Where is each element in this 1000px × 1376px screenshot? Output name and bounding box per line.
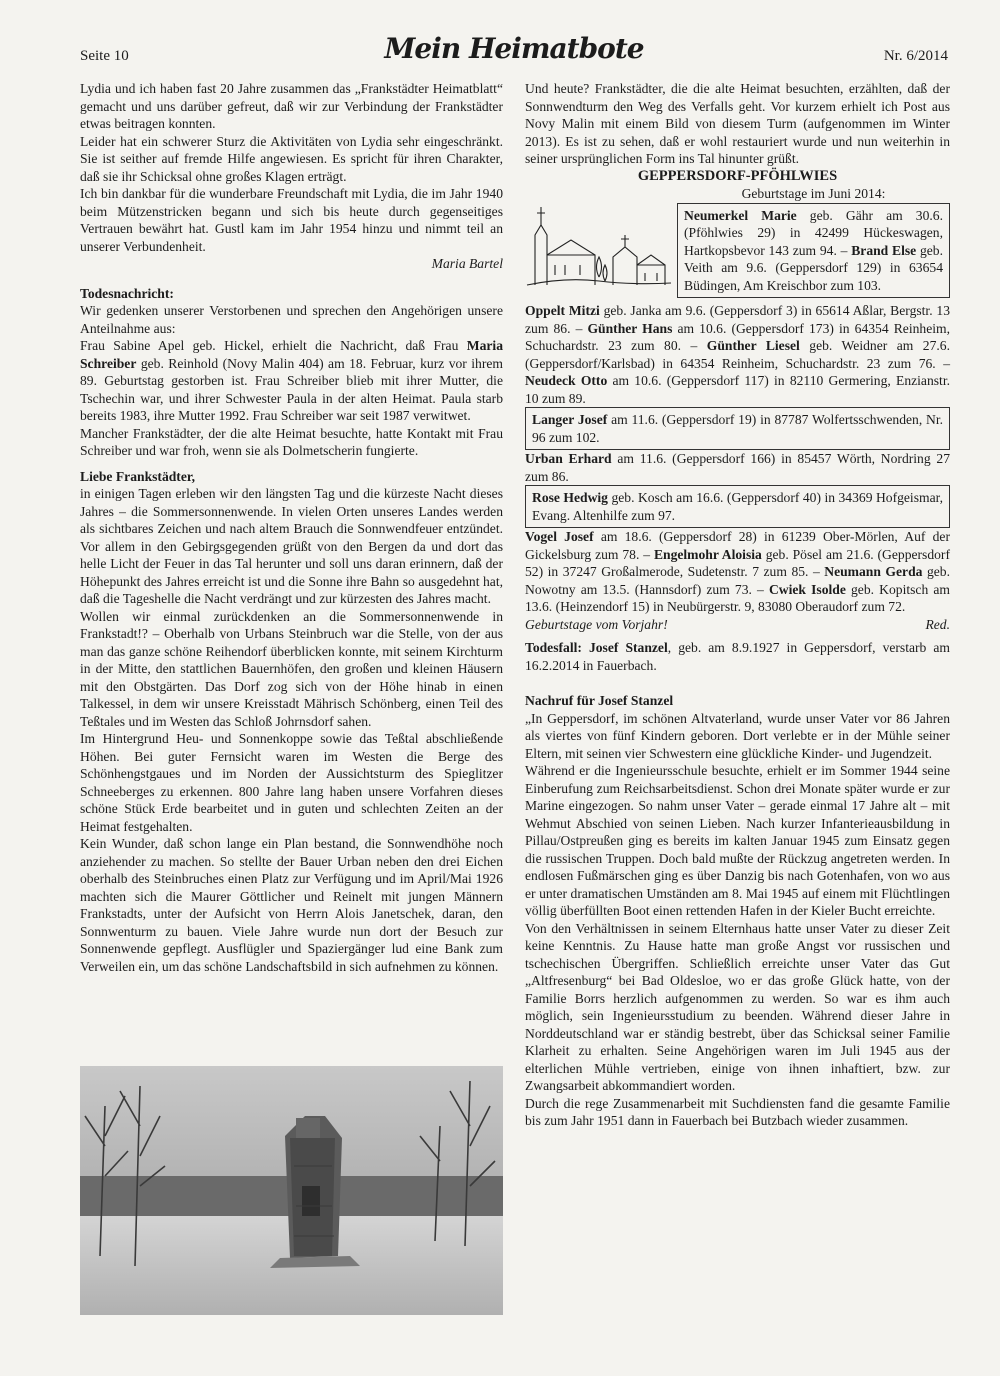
letter-paragraph: in einigen Tagen erleben wir den längsten Tag und die kürzeste Nacht dieses Jahres – die Sommersonnenwende. In vielen Orten unseres Landes werden als sichtbares Zeichen und nach altem Brauch die Sonnwendfeuer entzündet. Vor allem in den Gebirgsgegenden grüßt von den Bergen da und dort das helle Licht der Feuer in das Tal herunter und soll uns daran erinnern, daß der Höhepunkt des Jahres erreicht ist und die Sonne ihre Bahn so ausgedehnt hat, daß die Tageshelle die Nacht verdrängt und zur kürzesten des Jahres macht. (80, 486, 503, 606)
editor-mark: Red. (925, 616, 950, 632)
death-notice: Todesfall: Josef Stanzel, geb. am 8.9.1927 in Geppersdorf, verstarb am 16.2.2014 in Fauerbach. (525, 640, 951, 673)
death-notice-intro: Wir gedenken unserer Verstorbenen und sprechen den Angehörigen unsere Anteilnahme aus: (80, 303, 503, 336)
obituary-title: Nachruf für Josef Stanzel (525, 693, 674, 708)
obituary-paragraph: Durch die rege Zusammenarbeit mit Suchdiensten fand die gesamte Familie bis zum Jahr 1951 dann in Fauerbach bei Butzbach wieder zusammen. (525, 1095, 950, 1128)
issue-number: Nr. 6/2014 (883, 48, 948, 64)
tower-photo (80, 1066, 503, 1315)
death-notice-title: Todesnachricht: (80, 285, 174, 301)
birthday-entry: Vogel Josef am 18.6. (Geppersdorf 28) in 61239 Ober-Mörlen, Auf der Gickelsburg zum 78. – Engelmohr Aloisia geb. Pösel am 21.6. (Geppersdorf 52) in 37247 Großalmerode, Sudetenstr. 7 zum 85. – Neumann Gerda geb. Nowotny am 13.5. (Hannsdorf) zum 73. – Cwiek Isolde geb. Kopitsch am 13.6. (Heinzendorf 15) in Neubürgerstr. 9, 83080 Oberaudorf zum 72. (525, 529, 950, 614)
signature: Maria Bartel (431, 256, 503, 271)
death-notice-text: Mancher Frankstädter, der die alte Heimat besuchte, hatte Kontakt mit Frau Schreiber und war froh, wenn sie als Dolmetscherin fungierte. (80, 425, 503, 458)
birthdays-title: Geburtstage im Juni 2014: (741, 186, 886, 201)
birthday-header-row (525, 185, 950, 298)
section-title: GEPPERSDORF-PFÖHLWIES (637, 167, 838, 184)
left-column (80, 80, 503, 975)
letter-paragraph: Wollen wir einmal zurückdenken an die Sommersonnenwende in Frankstadt!? – Oberhalb von Urbans Steinbruch war die Stelle, von der aus man das ganze schöne Reihendorf überblicken konnte, mit seinem Kirchturm in der Mitte, den stattlichen Bauernhöfen, den großen und kleinen Häusern mit den Obstgärten. Das Dorf zog sich von der Höhe hinab in einen Talkessel, in dem wir unsere Kreisstadt Mährisch Schönberg, einen Teil des Teßtales und im Westen das Schloß Johrnsdorf sahen. (80, 608, 503, 729)
death-notice-text: Frau Sabine Apel geb. Hickel, erhielt die Nachricht, daß Frau Maria Schreiber geb. Reinhold (Novy Malin 404) am 18. Februar, kurz vor ihrem 89. Geburtstag gestorben ist. Frau Schreiber blieb mit ihrer Mutter, die Tschechin war, und ihrer Schwester Paula in der alten Heimat. Paula starb bereits 1983, ihre Mutter 1992. Frau Schreiber war seit 1987 verwitwet. (80, 338, 503, 423)
page-header (80, 32, 948, 76)
birthday-entry: Urban Erhard am 11.6. (Geppersdorf 166) in 85457 Wörth, Nordring 27 zum 86. (525, 451, 950, 484)
obituary-paragraph: „In Geppersdorf, im schönen Altvaterland, wurde unser Vater vor 86 Jahren als viertes von fünf Kindern geboren. Dort verlebte er in der Mühle seiner Eltern, mit seinen vier Schwestern eine glückliche Kinder- und Jugendzeit. (525, 710, 950, 761)
birthday-entry: Rose Hedwig geb. Kosch am 16.6. (Geppersdorf 40) in 34369 Hofgeismar, Evang. Altenhilfe zum 97. (525, 485, 950, 528)
letter-paragraph: Im Hintergrund Heu- und Sonnenkoppe sowie das Teßtal abschließende Höhen. Bei guter Fernsicht waren im Westen die Berge des Schönhengstgaues und im Norden der Aussichtsturm des Spieglitzer Schneeberges zu erkennen. 800 Jahre lang haben unsere Vorfahren dieses schöne Stück Erde bearbeitet und in guten und schlechten Zeiten an der Heimat festgehalten. (80, 731, 503, 834)
previous-year-note: Geburtstage vom Vorjahr! Red. (525, 616, 950, 632)
right-column (525, 80, 950, 1130)
church-illustration-icon (525, 185, 673, 293)
deceased-name: Maria Schreiber (80, 338, 503, 371)
intro-paragraph: Ich bin dankbar für die wunderbare Freundschaft mit Lydia, die im Jahr 1940 beim Mützenstricken begann und sich bis heute durch gegenseitiges Vertrauen bewährt hat. Gustl kam im Jahr 1954 hinzu und nimmt teil an unserer Verbundenheit. (80, 186, 503, 254)
obituary-paragraph: Während er die Ingenieursschule besuchte, erhielt er im Sommer 1944 seine Einberufung zum Reichsarbeitsdienst. Schon drei Monate später wurde er zur Marine eingezogen. So nahm unser Vater – gerade einmal 17 Jahre alt – mit Wehmut Abschied von seinen Lieben. Nach kurzer Infanterieausbildung in Pillau/Ostpreußen ging es bereits im kalten Januar 1945 zum Einsatz gegen die russischen Truppen. Doch bald mußte der Rückzug angetreten werden. In endlosen Fußmärschen ging es über Danzig bis nach Gotenhafen, von wo aus er unter dramatischen Umständen am 8. Mai 1945 auf einem mit Flüchtlingen völlig überfüllten Boot einen rettenden Hafen in der Kieler Bucht erreichte. (525, 763, 950, 918)
birthday-entry: Oppelt Mitzi geb. Janka am 9.6. (Geppersdorf 3) in 65614 Aßlar, Bergstr. 13 zum 86. – Günther Hans am 10.6. (Geppersdorf 173) in 64354 Reinheim, Schuchardstr. 23 zum 80. – Günther Liesel geb. Weidner am 27.6. (Geppersdorf/Karlsbad) in 64354 Reinheim, Schuchardstr. 23 zum 76. – Neudeck Otto am 10.6. (Geppersdorf 117) in 82110 Germering, Enzianstr. 10 zum 89. (525, 303, 951, 406)
page-number: Seite 10 (80, 48, 129, 64)
masthead-logo: Mein Heimatbote (384, 32, 644, 65)
intro-paragraph: Und heute? Frankstädter, die die alte Heimat besuchten, erzählten, daß der Sonnwendturm den Weg des Verfalls geht. Vor kurzem erhielt ich Post aus Novy Malin mit einem Bild von diesem Turm (aufgenommen im Winter 2013). Es ist zu sehen, daß er wohl restauriert wurde und nun weiterhin in seiner ursprünglichen Form ins Tal hinunter grüßt. (525, 81, 950, 166)
letter-title: Liebe Frankstädter, (80, 468, 196, 484)
intro-paragraph: Lydia und ich haben fast 20 Jahre zusammen das „Frankstädter Heimatblatt“ gemacht und uns darüber gefreut, daß wir zur Verbindung der Frankstädter etwas beitragen konnten. (80, 81, 503, 131)
letter-paragraph: Kein Wunder, daß schon lange ein Plan bestand, die Sonnwendhöhe noch anziehender zu machen. So stellte der Bauer Urban neben den drei Eichen oberhalb des Steinbruches einen Platz zur Verfügung und im April/Mai 1926 machten sich die Maurer Göttlicher und Reinelt mit jungen Männern Frankstadts, unter der Aufsicht von Herrn Alois Janetschek, daran, den Sonnwenturm zu bauen. Viele Jahre wurde nun dort der Besuch zur Sonnenwende gepflegt. Ausflügler und Spaziergänger lud eine Bank zum Verweilen ein, um das schöne Landschaftsbild in sich aufnehmen zu können. (80, 836, 503, 974)
intro-paragraph: Leider hat ein schwerer Sturz die Aktivitäten von Lydia sehr eingeschränkt. Sie ist seither auf fremde Hilfe angewiesen. Es spricht für ihren Charakter, daß sie ihr Schicksal ohne großes Klagen erträgt. (80, 133, 503, 184)
birthday-entry: Neumerkel Marie geb. Gähr am 30.6. (Pföhlwies 29) in 42499 Hückeswagen, Hartkopsbevor 143 zum 94. – Brand Else geb. Veith am 9.6. (Geppersdorf 129) in 63654 Büdingen, Am Kreischbor zum 103. (677, 203, 950, 299)
obituary-paragraph: Von den Verhältnissen in seinem Elternhaus hatte unser Vater zu dieser Zeit keine Kenntnis. Zu Hause hatte man große Angst vor russischen und tschechischen Übergriffen. Schließlich erreichte unser Vater das Gut „Altfresenburg“ bei Bad Oldesloe, wo er das große Glück hatte, von der Familie Borrs herzlich aufgenommen zu werden. So war es ihm auch möglich, sein Ingenieursstudium zu beenden. Während dieser Jahre in Norddeutschland war er ständig bestrebt, über das Schicksal seiner Familie Klarheit zu erhalten. Seine Angehörigen waren im Juli 1945 aus der elterlichen Mühle vertrieben, einige von ihnen inhaftiert, bzw. zur Zwangsarbeit abkommandiert worden. (525, 920, 950, 1093)
birthday-entry: Langer Josef am 11.6. (Geppersdorf 19) in 87787 Wolfertsschwenden, Nr. 96 zum 102. (525, 407, 950, 450)
